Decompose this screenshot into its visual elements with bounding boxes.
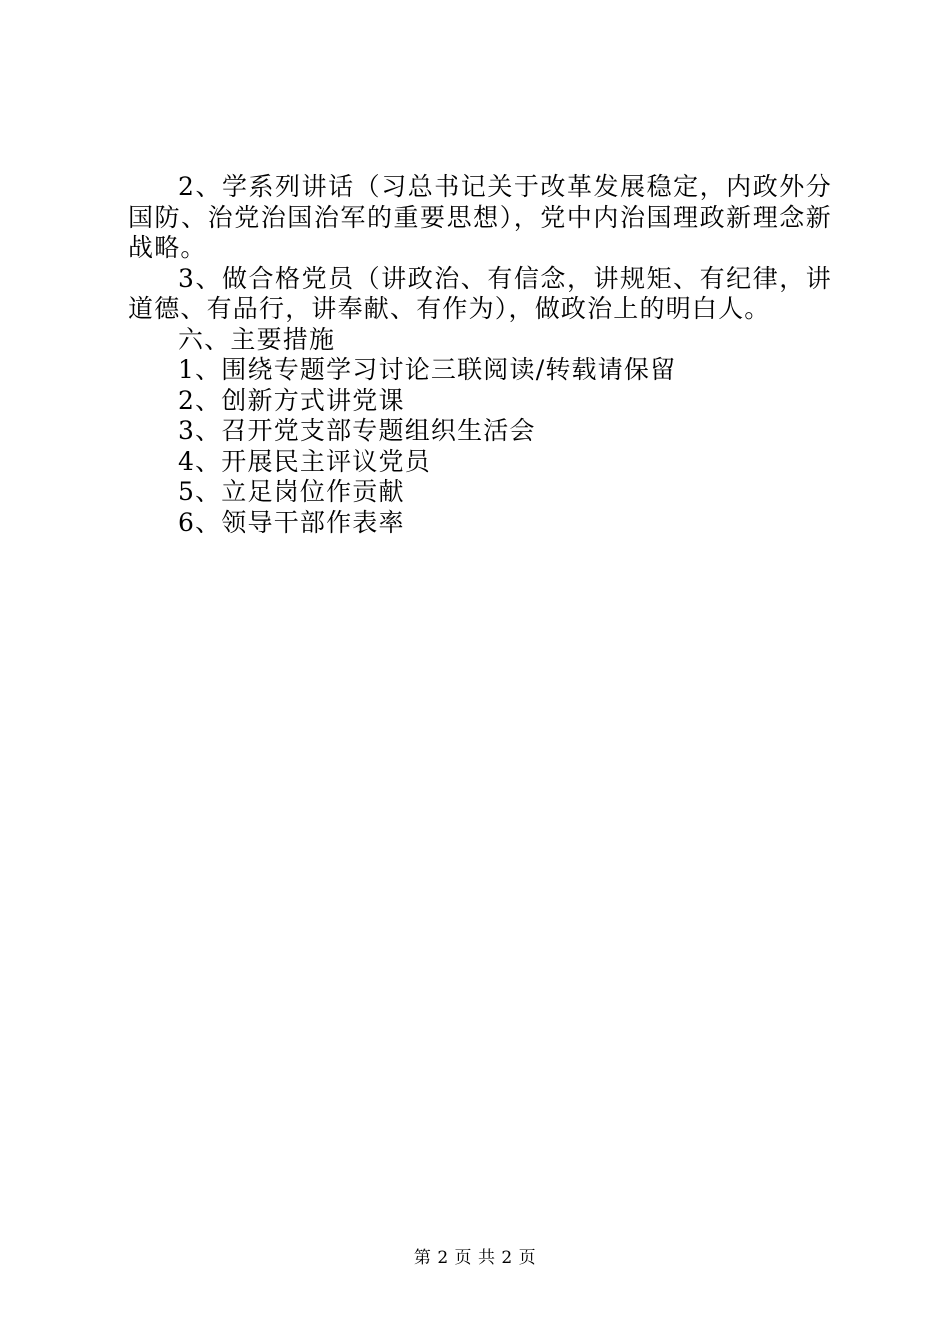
paragraph-qualified-member: 3、做合格党员（讲政治、有信念，讲规矩、有纪律，讲道德、有品行，讲奉献、有作为），做政治上的明白人。 xyxy=(128,263,832,323)
page-number-footer: 第 2 页 共 2 页 xyxy=(413,1248,537,1268)
measure-item-3: 3、召开党支部专题组织生活会 xyxy=(178,416,536,445)
measure-item-5: 5、立足岗位作贡献 xyxy=(178,477,405,506)
paragraph-study-speeches: 2、学系列讲话（习总书记关于改革发展稳定，内政外分国防、治党治国治军的重要思想），党中内治国理政新理念新战略。 xyxy=(128,172,832,262)
measure-item-6: 6、领导干部作表率 xyxy=(178,507,405,537)
section-heading-main-measures: 六、主要措施 xyxy=(178,324,336,354)
measure-item-1: 1、围绕专题学习讨论三联阅读/转载请保留 xyxy=(178,355,677,384)
document-body xyxy=(128,172,832,538)
measure-item-2: 2、创新方式讲党课 xyxy=(178,385,405,415)
measure-item-4: 4、开展民主评议党员 xyxy=(178,446,431,476)
